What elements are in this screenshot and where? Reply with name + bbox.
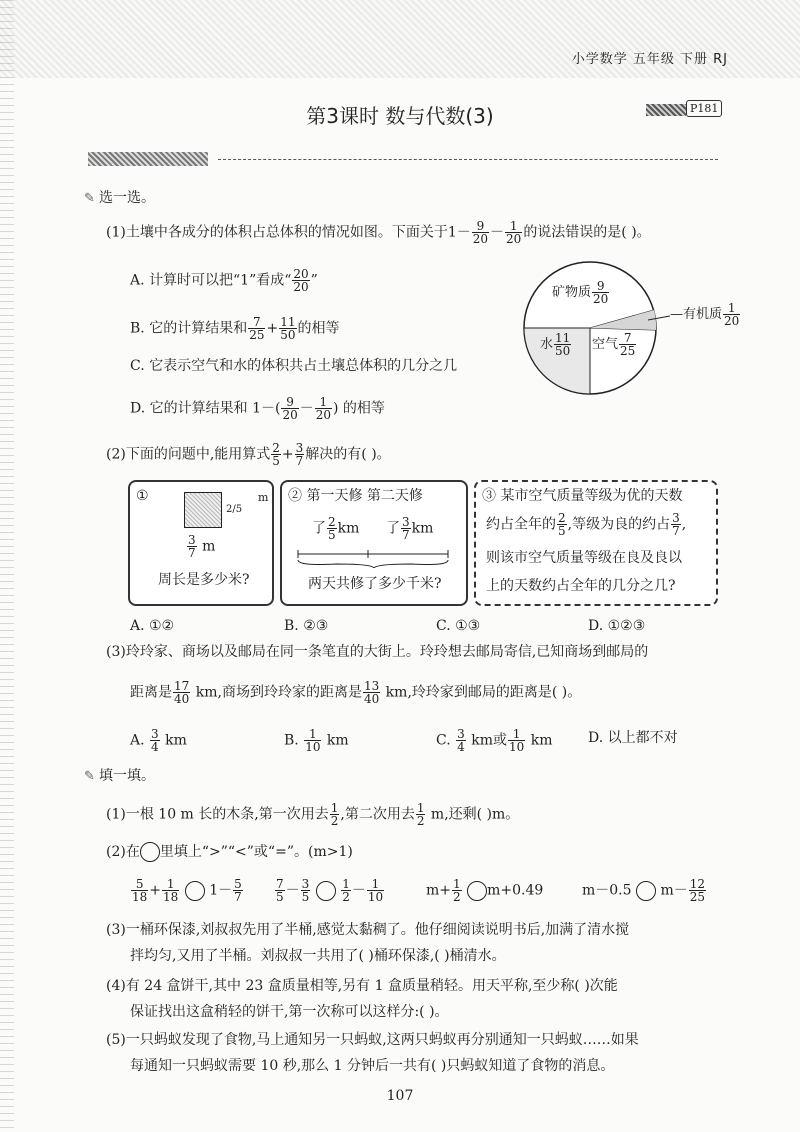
q2-option-d: D. ①②③: [588, 618, 646, 634]
q1-stem: (1)土壤中各成分的体积占总体积的情况如图。下面关于1－ $\frac{9}{20}$ － $\frac{1}{20}$ 的说法错误的是( )。: [106, 219, 651, 246]
q2-option-c: C. ①③: [436, 618, 481, 634]
q1-option-d: D. 它的计算结果和 1－( $\frac{9}{20}$ － $\frac{1}{20}$ ) 的相等: [130, 395, 385, 422]
fill-q4-line1: (4)有 24 盒饼干,其中 23 盒质量相等,另有 1 盒质量稍轻。用天平称,至少称( )次能: [106, 978, 618, 994]
page-title: 第3课时 数与代数(3): [306, 104, 494, 128]
compare-b: $\frac{7}{5}$ － $\frac{3}{5}$ $\frac{1}{2}$ － $\frac{1}{10}$: [276, 877, 384, 904]
section-icon: ✎: [84, 191, 100, 206]
box2-day1: 了 $\frac{2}{5}$ km: [312, 515, 360, 542]
box1-number: ①: [136, 488, 149, 504]
brace-figure: [296, 548, 452, 568]
page-ref-badge: [646, 100, 724, 120]
compare-circle-c[interactable]: [467, 881, 487, 901]
pie-organic-label: —有机质 $\frac{1}{20}$: [670, 301, 740, 328]
compare-circle-d[interactable]: [636, 881, 656, 901]
q3-line1: (3)玲玲家、商场以及邮局在同一条笔直的大街上。玲玲想去邮局寄信,已知商场到邮局的: [106, 644, 649, 660]
box3-line3: 则该市空气质量等级在良及良以: [486, 550, 682, 566]
corner-unit: m: [258, 491, 269, 504]
compare-circle-b[interactable]: [316, 881, 336, 901]
q1-option-a: A. 计算时可以把“1”看成“ $\frac{20}{20}$ ”: [130, 267, 318, 294]
pie-mineral-label: 矿物质 $\frac{9}{20}$: [552, 279, 609, 306]
pie-water-label: 水 $\frac{11}{50}$: [540, 331, 571, 358]
q2-stem: (2)下面的问题中,能用算式 $\frac{2}{5}$ + $\frac{3}{7}$ 解决的有( )。: [106, 441, 391, 468]
section-icon: ✎: [84, 769, 100, 784]
problem-box-2: [280, 480, 468, 606]
fill-q3-line2: 拌均匀,又用了半桶。刘叔叔一共用了( )桶环保漆,( )桶清水。: [130, 948, 506, 964]
q2-option-b: B. ②③: [284, 618, 329, 634]
page-number: 107: [386, 1088, 414, 1104]
box2-head: ② 第一天修 第二天修: [288, 488, 423, 504]
q2-option-a: A. ①②: [130, 618, 175, 634]
q3-option-d: D. 以上都不对: [588, 730, 678, 746]
box1-length: $\frac{3}{7}$ m: [188, 533, 216, 560]
pie-air-label: 空气 $\frac{7}{25}$: [592, 331, 636, 358]
problem-box-3: [474, 480, 718, 606]
side-label: 2/5: [226, 504, 243, 515]
compare-circle-a[interactable]: [185, 881, 205, 901]
section2-heading: ✎ 填一填。: [84, 768, 156, 784]
answer-circle[interactable]: [140, 842, 160, 862]
q1-option-c: C. 它表示空气和水的体积共占土壤总体积的几分之几: [130, 358, 458, 374]
fill-q4-line2: 保证找出这盒稍轻的饼干,第一次称可以这样分:( )。: [130, 1004, 449, 1020]
fill-q2: (2)在 里填上“>”“<”或“=”。(m>1): [106, 844, 353, 860]
q3-option-a: A. $\frac{3}{4}$ km: [130, 727, 187, 754]
box3-line1: ③ 某市空气质量等级为优的天数: [482, 488, 683, 504]
section-divider: [88, 152, 724, 166]
box3-line4: 上的天数约占全年的几分之几?: [486, 578, 676, 594]
fill-q5-line2: 每通知一只蚂蚁需要 10 秒,那么 1 分钟后一共有( )只蚂蚁知道了食物的消息。: [130, 1058, 615, 1074]
page-ref: P181: [686, 100, 722, 117]
fill-q5-line1: (5)一只蚂蚁发现了食物,马上通知另一只蚂蚁,这两只蚂蚁再分别通知一只蚂蚁……如果: [106, 1032, 639, 1048]
q3-option-c: C. $\frac{3}{4}$ km或 $\frac{1}{10}$ km: [436, 727, 553, 754]
compare-a: $\frac{5}{18}$ + $\frac{1}{18}$ 1－ $\frac{5}{7}$: [132, 877, 242, 904]
soil-pie-chart: [520, 258, 730, 398]
q1-option-b: B. 它的计算结果和 $\frac{7}{25}$ + $\frac{11}{50}$ 的相等: [130, 315, 340, 342]
box2-day2: 了 $\frac{3}{7}$ km: [386, 515, 434, 542]
left-edge-speckle: [0, 0, 14, 1132]
rectangle-figure: [184, 492, 222, 528]
fill-q1: (1)一根 10 m 长的木条,第一次用去 $\frac{1}{2}$ ,第二次用去 $\frac{1}{2}$ m,还剩( )m。: [106, 801, 520, 828]
q3-option-b: B. $\frac{1}{10}$ km: [284, 727, 349, 754]
problem-box-1: [128, 480, 274, 606]
box2-question: 两天共修了多少千米?: [308, 576, 442, 592]
fill-q3-line1: (3)一桶环保漆,刘叔叔先用了半桶,感觉太黏稠了。他仔细阅读说明书后,加满了清水搅: [106, 922, 630, 938]
compare-c: m+ $\frac{1}{2}$ m+0.49: [426, 877, 544, 904]
book-series: 小学数学 五年级 下册 RJ: [571, 52, 728, 67]
section1-heading: ✎ 选一选。: [84, 190, 156, 206]
compare-d: m－0.5 m－ $\frac{12}{25}$: [582, 877, 706, 904]
box1-question: 周长是多少米?: [158, 572, 250, 588]
box3-line2: 约占全年的 $\frac{2}{5}$ ,等级为良的约占 $\frac{3}{7}$ ,: [486, 511, 687, 538]
q3-line2: 距离是 $\frac{17}{40}$ km,商场到玲玲家的距离是 $\frac{13}{40}$ km,玲玲家到邮局的距离是( )。: [130, 679, 582, 706]
